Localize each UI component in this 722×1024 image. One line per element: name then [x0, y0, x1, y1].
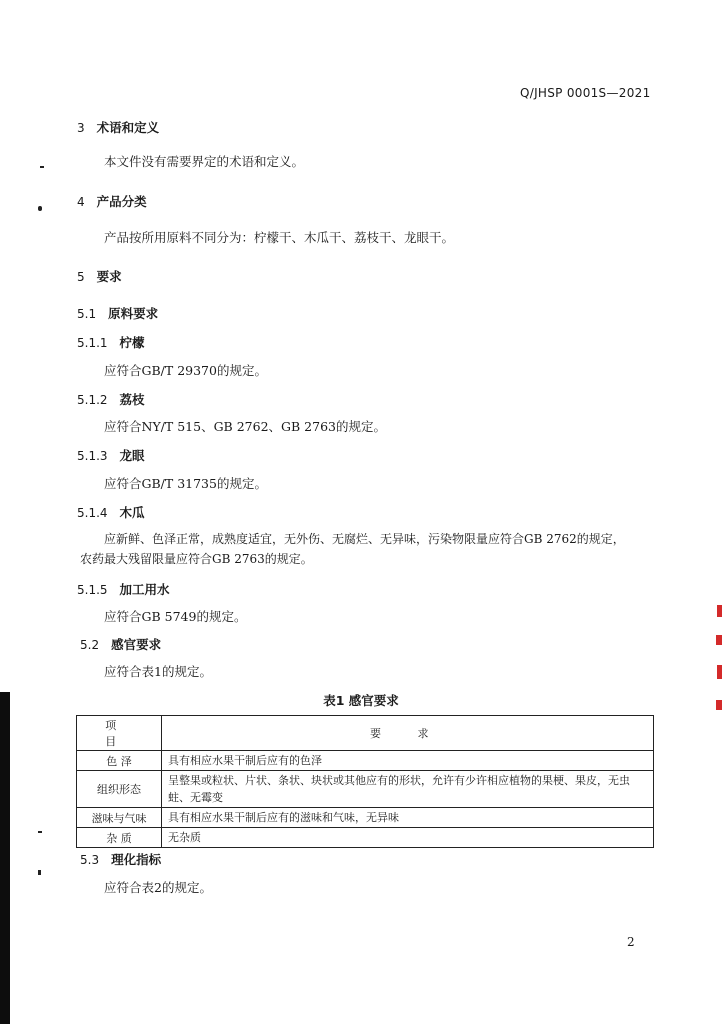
section-5-1-3-heading: 5.1.3 龙眼	[77, 448, 145, 463]
section-3-heading: 3 术语和定义	[77, 120, 160, 135]
page-number: 2	[627, 935, 635, 949]
table-header-item: 项 目	[77, 716, 162, 751]
section-4-heading: 4 产品分类	[77, 194, 147, 209]
section-5-1-5-text: 应符合GB 5749的规定。	[104, 609, 247, 624]
table-row	[77, 771, 654, 808]
section-4-text: 产品按所用原料不同分为：柠檬干、木瓜干、荔枝干、龙眼干。	[104, 230, 455, 245]
table-cell-requirement: 具有相应水果干制后应有的滋味和气味，无异味	[162, 808, 654, 828]
table-cell-item: 杂 质	[77, 828, 162, 848]
stamp-edge-mark	[717, 605, 722, 617]
table-row	[77, 751, 654, 771]
section-5-1-3-text: 应符合GB/T 31735的规定。	[104, 476, 267, 491]
section-5-3-heading: 5.3 理化指标	[80, 852, 162, 867]
section-5-1-4-text-line2: 农药最大残留限量应符合GB 2763的规定。	[80, 552, 313, 566]
section-5-2-heading: 5.2 感官要求	[80, 637, 162, 652]
scan-speck	[40, 166, 44, 168]
sensory-requirements-table	[76, 715, 654, 848]
table-header-row	[77, 716, 654, 751]
scan-edge-shadow	[0, 692, 10, 1024]
table-cell-requirement: 具有相应水果干制后应有的色泽	[162, 751, 654, 771]
scan-speck	[38, 206, 42, 211]
table-row	[77, 828, 654, 848]
section-5-1-4-text-line1: 应新鲜、色泽正常，成熟度适宜，无外伤、无腐烂、无异味，污染物限量应符合GB 2762的规定，	[104, 532, 625, 546]
section-5-heading: 5 要求	[77, 269, 122, 284]
section-5-1-heading: 5.1 原料要求	[77, 306, 159, 321]
stamp-edge-mark	[716, 635, 722, 645]
section-5-1-2-heading: 5.1.2 荔枝	[77, 392, 145, 407]
section-5-2-text: 应符合表1的规定。	[104, 664, 212, 679]
table-cell-item: 色 泽	[77, 751, 162, 771]
section-3-text: 本文件没有需要界定的术语和定义。	[104, 154, 305, 169]
table-header-requirement: 要 求	[162, 716, 654, 751]
table-1-caption: 表1 感官要求	[323, 693, 399, 708]
section-5-1-5-heading: 5.1.5 加工用水	[77, 582, 170, 597]
table-row	[77, 808, 654, 828]
table-cell-requirement: 无杂质	[162, 828, 654, 848]
stamp-edge-mark	[717, 665, 722, 679]
document-code: Q/JHSP 0001S—2021	[520, 86, 651, 100]
section-5-1-2-text: 应符合NY/T 515、GB 2762、GB 2763的规定。	[104, 419, 386, 434]
section-5-1-4-heading: 5.1.4 木瓜	[77, 505, 145, 520]
scan-speck	[38, 831, 42, 833]
table-cell-item: 滋味与气味	[77, 808, 162, 828]
table-cell-item: 组织形态	[77, 771, 162, 808]
section-5-1-1-text: 应符合GB/T 29370的规定。	[104, 363, 267, 378]
section-5-3-text: 应符合表2的规定。	[104, 880, 212, 895]
table-cell-requirement: 呈整果或粒状、片状、条状、块状或其他应有的形状，允许有少许相应植物的果梗、果皮，无虫蛀、无霉变	[162, 771, 654, 808]
section-5-1-1-heading: 5.1.1 柠檬	[77, 335, 145, 350]
scan-speck	[38, 870, 41, 875]
